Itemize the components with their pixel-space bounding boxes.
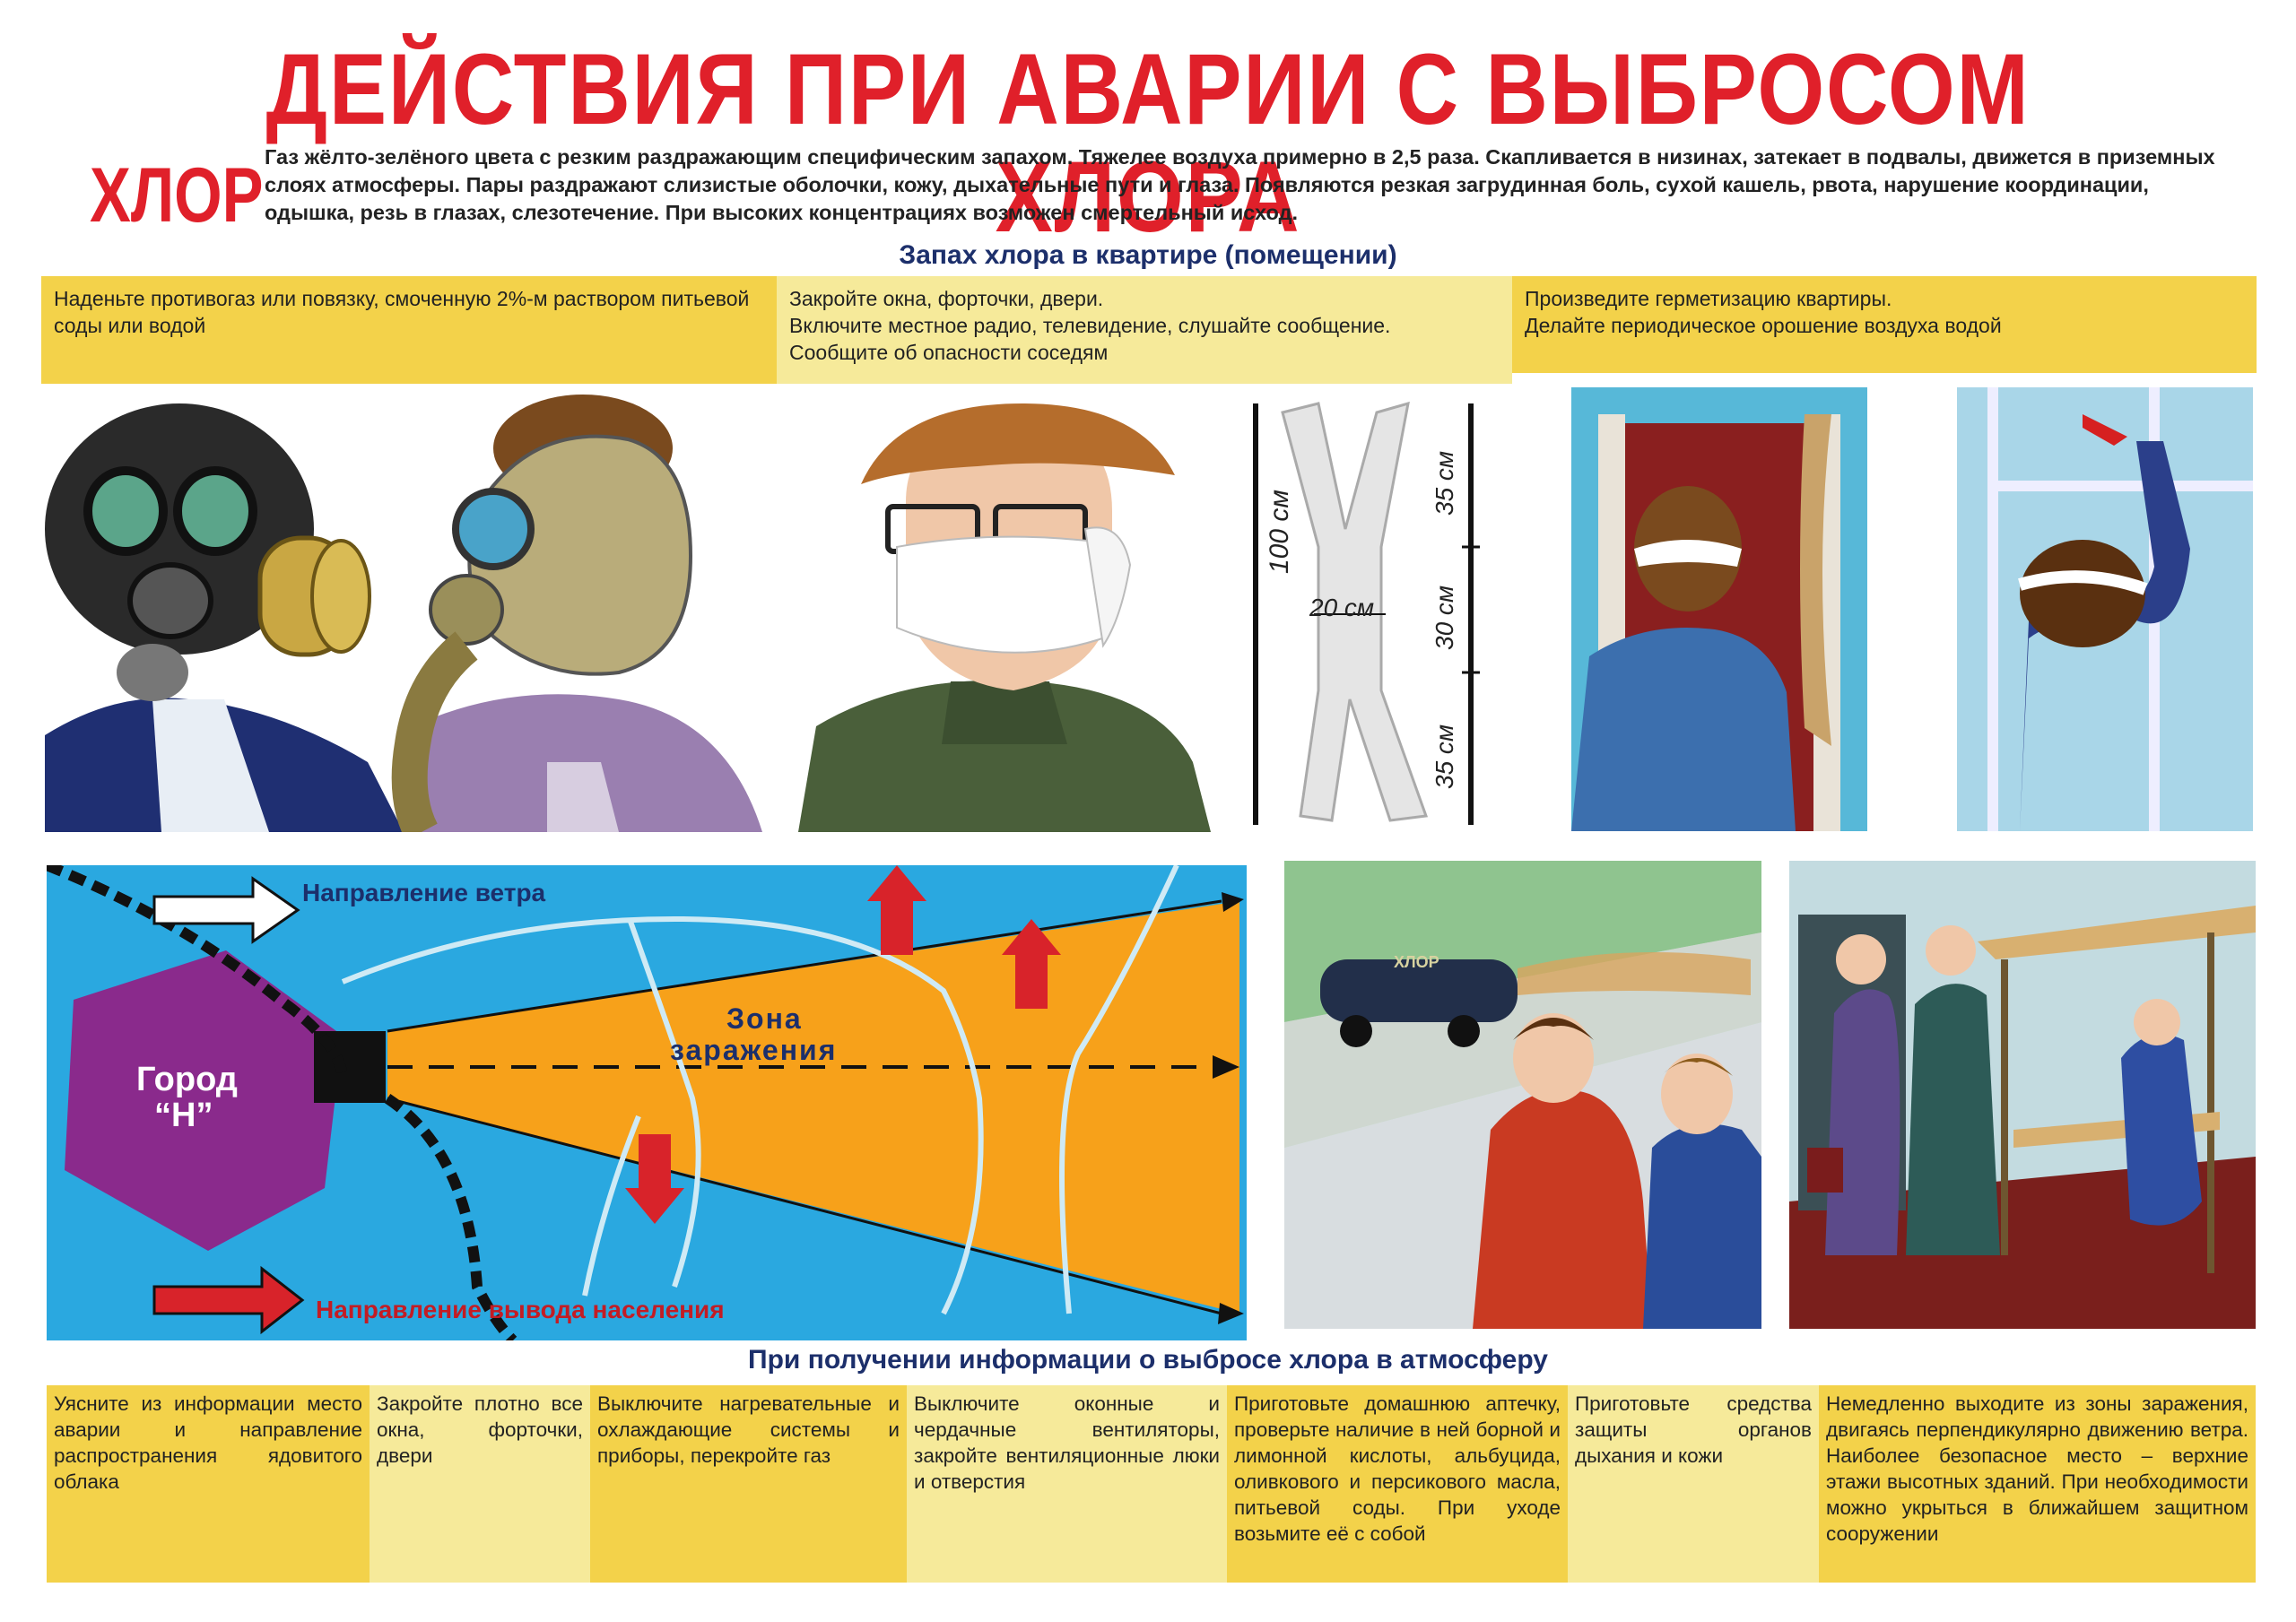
bandage-width: 20 см — [1309, 594, 1375, 621]
apartment-step-seal: Произведите герметизацию квартиры. Делайте периодическое орошение воздуха водой — [1512, 276, 2257, 373]
page-title: ДЕЙСТВИЯ ПРИ АВАРИИ С ВЫБРОСОМ ХЛОРА — [265, 33, 2031, 253]
tanker-label: ХЛОР — [1394, 953, 1439, 971]
info-step-3: Выключите нагревательные и охлаждающие системы и приборы, перекройте газ — [590, 1385, 907, 1583]
bandage-top-length: 35 см — [1431, 450, 1458, 516]
bandage-total-length: 100 см — [1265, 490, 1294, 574]
gas-mask-illustration — [45, 386, 785, 832]
seal-window-illustration — [1957, 387, 2253, 831]
chlorine-description: Газ жёлто-зелёного цвета с резким раздражающим специфическим запахом. Тяжелее воздуха примерно в 2,5 раза. Скапливается в низинах, затекает в подвалы, движется в приземных слоях атмосферы. Пары раздражают слизистые оболочки, кожу, дыхательные пути и глаза. Появляются резкая загрудинная боль, сухой кашель, рвота, нарушение координации, одышка, резь в глазах, слезотечение. При высоких концентрациях возможен смертельный исход. — [265, 145, 2215, 224]
wind-direction-label: Направление ветра — [302, 879, 546, 906]
info-step-7: Немедленно выходите из зоны заражения, двигаясь перпендикулярно движению ветра. Наиболее безопасное место – верхние этажи высотных зданий. При необходимости можно укрыться в ближайшем защитном сооружении — [1819, 1385, 2256, 1583]
info-step-2: Закройте плотно все окна, форточки, двери — [370, 1385, 590, 1583]
bandage-pattern-diagram — [1247, 395, 1498, 832]
tanker-street-illustration — [1284, 861, 1761, 1329]
info-step-1: Уясните из информации место аварии и направление распространения ядовитого облака — [47, 1385, 370, 1583]
evacuation-direction-label: Направление вывода населения — [316, 1296, 725, 1323]
zone-label-line1: Зона — [726, 1002, 803, 1035]
apartment-heading: Запах хлора в квартире (помещении) — [899, 240, 1397, 270]
info-heading: При получении информации о выбросе хлора в атмосферу — [748, 1345, 1548, 1375]
city-label-line2: “Н” — [154, 1097, 213, 1134]
bandage-bottom-length: 35 см — [1431, 724, 1458, 789]
apartment-step-close: Закройте окна, форточки, двери. Включите местное радио, телевидение, слушайте сообщение. Сообщите об опасности соседям — [777, 276, 1512, 384]
chlorine-label: ХЛОР — [90, 152, 264, 239]
shelter-illustration — [1789, 861, 2256, 1329]
info-step-4: Выключите оконные и чердачные вентиляторы, закройте вентиляционные люки и отверстия — [907, 1385, 1227, 1583]
zone-label-line2: заражения — [670, 1034, 838, 1066]
apartment-step-mask: Наденьте противогаз или повязку, смоченную 2%-м раствором питьевой соды или водой — [41, 276, 777, 384]
seal-door-illustration — [1571, 387, 1867, 831]
bandage-middle-length: 30 см — [1431, 585, 1458, 650]
info-step-5: Приготовьте домашнюю аптечку, проверьте наличие в ней борной и лимонной кислоты, альбуцида, оливкового и персикового масла, питьевой соды. При уходе возьмите её с собой — [1227, 1385, 1568, 1583]
info-step-6: Приготовьте средства защиты органов дыхания и кожи — [1568, 1385, 1819, 1583]
city-label-line1: Город — [136, 1061, 238, 1098]
bandage-man-illustration — [798, 386, 1229, 832]
contamination-zone-map — [47, 865, 1247, 1340]
